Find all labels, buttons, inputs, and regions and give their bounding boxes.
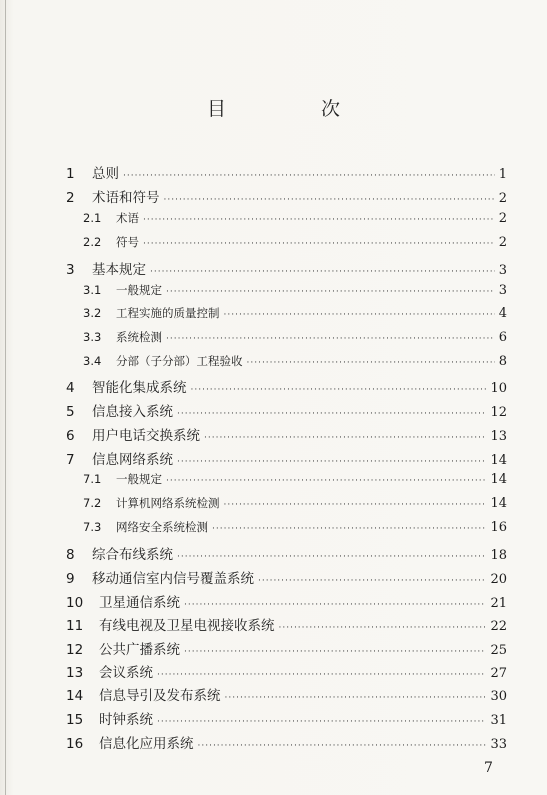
toc-dot-leader	[225, 693, 487, 703]
toc-entry-title: 工程实施的质量控制	[116, 306, 220, 320]
toc-dot-leader	[166, 334, 495, 344]
toc-dot-leader	[177, 457, 486, 467]
toc-entry-number: 1	[66, 166, 75, 182]
toc-dot-leader	[279, 623, 487, 633]
toc-entry-title: 分部（子分部）工程验收	[116, 354, 243, 368]
toc-entry-title: 用户电话交换系统	[92, 428, 200, 444]
toc-entry[interactable]	[66, 684, 507, 704]
toc-entry-title: 信息网络系统	[92, 452, 173, 468]
toc-entry-page: 30	[490, 689, 507, 704]
toc-dot-leader	[247, 358, 495, 368]
toc-entry[interactable]	[83, 495, 507, 511]
toc-entry[interactable]	[66, 614, 507, 634]
toc-entry-number: 15	[66, 712, 84, 728]
toc-entry-title: 有线电视及卫星电视接收系统	[99, 618, 275, 634]
toc-entry-title: 卫星通信系统	[99, 595, 180, 611]
toc-entry-title: 系统检测	[116, 330, 162, 344]
toc-entry-page: 12	[490, 405, 507, 420]
toc-entry-page: 14	[490, 453, 507, 468]
toc-entry-number: 11	[66, 618, 84, 634]
toc-entry-number: 14	[66, 688, 84, 704]
toc-entry-number: 7.3	[83, 520, 102, 534]
toc-entry-number: 5	[66, 404, 75, 420]
toc-dot-leader	[123, 171, 495, 181]
toc-entry-page: 2	[498, 191, 507, 206]
toc-entry-number: 2	[66, 190, 75, 206]
toc-entry-title: 时钟系统	[99, 712, 153, 728]
toc-entry-number: 7.1	[83, 472, 102, 486]
toc-entry[interactable]	[66, 567, 507, 587]
toc-entry-number: 3	[66, 262, 75, 278]
toc-entry-page: 10	[490, 381, 507, 396]
toc-entry[interactable]	[66, 400, 507, 420]
toc-entry-title: 总则	[92, 166, 119, 182]
toc-entry-number: 3.1	[83, 283, 102, 297]
toc-dot-leader	[191, 385, 487, 395]
toc-dot-leader	[177, 552, 486, 562]
toc-entry[interactable]	[83, 353, 507, 369]
toc-entry-title: 智能化集成系统	[92, 380, 187, 396]
toc-entry-page: 18	[490, 548, 507, 563]
toc-dot-leader	[224, 310, 495, 320]
toc-entry-number: 12	[66, 642, 84, 658]
toc-entry-page: 21	[490, 596, 507, 611]
toc-entry[interactable]	[66, 186, 507, 206]
toc-entry-page: 33	[490, 737, 507, 752]
toc-entry-number: 9	[66, 571, 75, 587]
toc-entry[interactable]	[66, 258, 507, 278]
toc-dot-leader	[224, 500, 487, 510]
toc-entry-number: 8	[66, 547, 75, 563]
toc-entry-number: 7.2	[83, 496, 102, 510]
toc-dot-leader	[184, 600, 486, 610]
toc-entry[interactable]	[83, 329, 507, 345]
toc-entry[interactable]	[83, 519, 507, 535]
toc-entry[interactable]	[66, 376, 507, 396]
toc-entry-page: 2	[498, 211, 507, 226]
toc-entry-page: 16	[490, 520, 507, 535]
toc-entry-number: 16	[66, 736, 84, 752]
toc-entry-number: 3.4	[83, 354, 102, 368]
toc-entry-number: 3.2	[83, 306, 102, 320]
toc-entry-title: 术语	[116, 211, 139, 225]
toc-entry-number: 10	[66, 595, 84, 611]
toc-entry-number: 6	[66, 428, 75, 444]
toc-entry-page: 13	[490, 429, 507, 444]
toc-entry-number: 4	[66, 380, 75, 396]
toc-entry-page: 6	[498, 330, 507, 345]
toc-entry-page: 20	[490, 572, 507, 587]
toc-dot-leader	[157, 670, 486, 680]
toc-entry-page: 3	[498, 263, 507, 278]
toc-entry-title: 基本规定	[92, 262, 146, 278]
toc-dot-leader	[143, 239, 495, 249]
toc-entry-title: 会议系统	[99, 665, 153, 681]
page-number: 7	[484, 760, 493, 776]
toc-dot-leader	[177, 409, 486, 419]
toc-dot-leader	[150, 267, 495, 277]
toc-entry-number: 2.2	[83, 235, 102, 249]
toc-dot-leader	[157, 717, 486, 727]
toc-entry-title: 一般规定	[116, 283, 162, 297]
toc-dot-leader	[143, 215, 495, 225]
toc-dot-leader	[204, 433, 486, 443]
toc-entry-title: 符号	[116, 235, 139, 249]
toc-dot-leader	[212, 524, 486, 534]
toc-entry-page: 27	[490, 666, 507, 681]
toc-entry-number: 2.1	[83, 211, 102, 225]
toc-entry-page: 8	[498, 354, 507, 369]
toc-entry-title: 移动通信室内信号覆盖系统	[92, 571, 254, 587]
toc-dot-leader	[184, 647, 486, 657]
toc-entry-number: 13	[66, 665, 84, 681]
toc-entry[interactable]	[66, 661, 507, 681]
toc-entry-page: 3	[498, 283, 507, 298]
toc-entry-title: 综合布线系统	[92, 547, 173, 563]
toc-entry-title: 术语和符号	[92, 190, 160, 206]
toc-entry-number: 7	[66, 452, 75, 468]
toc-entry[interactable]	[83, 305, 507, 321]
toc-entry-page: 22	[490, 619, 507, 634]
toc-entry-page: 14	[490, 496, 507, 511]
toc-entry[interactable]	[66, 162, 507, 182]
toc-entry-title: 信息接入系统	[92, 404, 173, 420]
toc-entry-title: 信息化应用系统	[99, 736, 194, 752]
toc-entry-title: 网络安全系统检测	[116, 520, 208, 534]
toc-entry[interactable]	[66, 543, 507, 563]
toc-entry-title: 公共广播系统	[99, 642, 180, 658]
toc-entry-page: 31	[490, 713, 507, 728]
toc-entry[interactable]	[83, 282, 507, 298]
toc-entry[interactable]	[66, 708, 507, 728]
toc-entry-page: 1	[498, 167, 507, 182]
toc-dot-leader	[258, 576, 486, 586]
toc-dot-leader	[164, 195, 495, 205]
toc-dot-leader	[198, 741, 487, 751]
toc-entry-page: 2	[498, 235, 507, 250]
toc-entry[interactable]	[66, 732, 507, 752]
toc-dot-leader	[166, 287, 495, 297]
toc-entry-title: 一般规定	[116, 472, 162, 486]
toc-entry[interactable]	[83, 210, 507, 226]
toc-dot-leader	[166, 476, 486, 486]
toc-entry-page: 25	[490, 643, 507, 658]
toc-entry[interactable]	[66, 591, 507, 611]
toc-heading: 目 次	[206, 98, 378, 120]
toc-entry[interactable]	[66, 448, 507, 468]
toc-entry-number: 3.3	[83, 330, 102, 344]
toc-entry-title: 计算机网络系统检测	[116, 496, 220, 510]
toc-entry[interactable]	[83, 234, 507, 250]
toc-entry[interactable]	[66, 638, 507, 658]
toc-entry-title: 信息导引及发布系统	[99, 688, 221, 704]
toc-entry-page: 14	[490, 472, 507, 487]
toc-entry[interactable]	[66, 424, 507, 444]
toc-entry-page: 4	[498, 306, 507, 321]
toc-entry[interactable]	[83, 471, 507, 487]
